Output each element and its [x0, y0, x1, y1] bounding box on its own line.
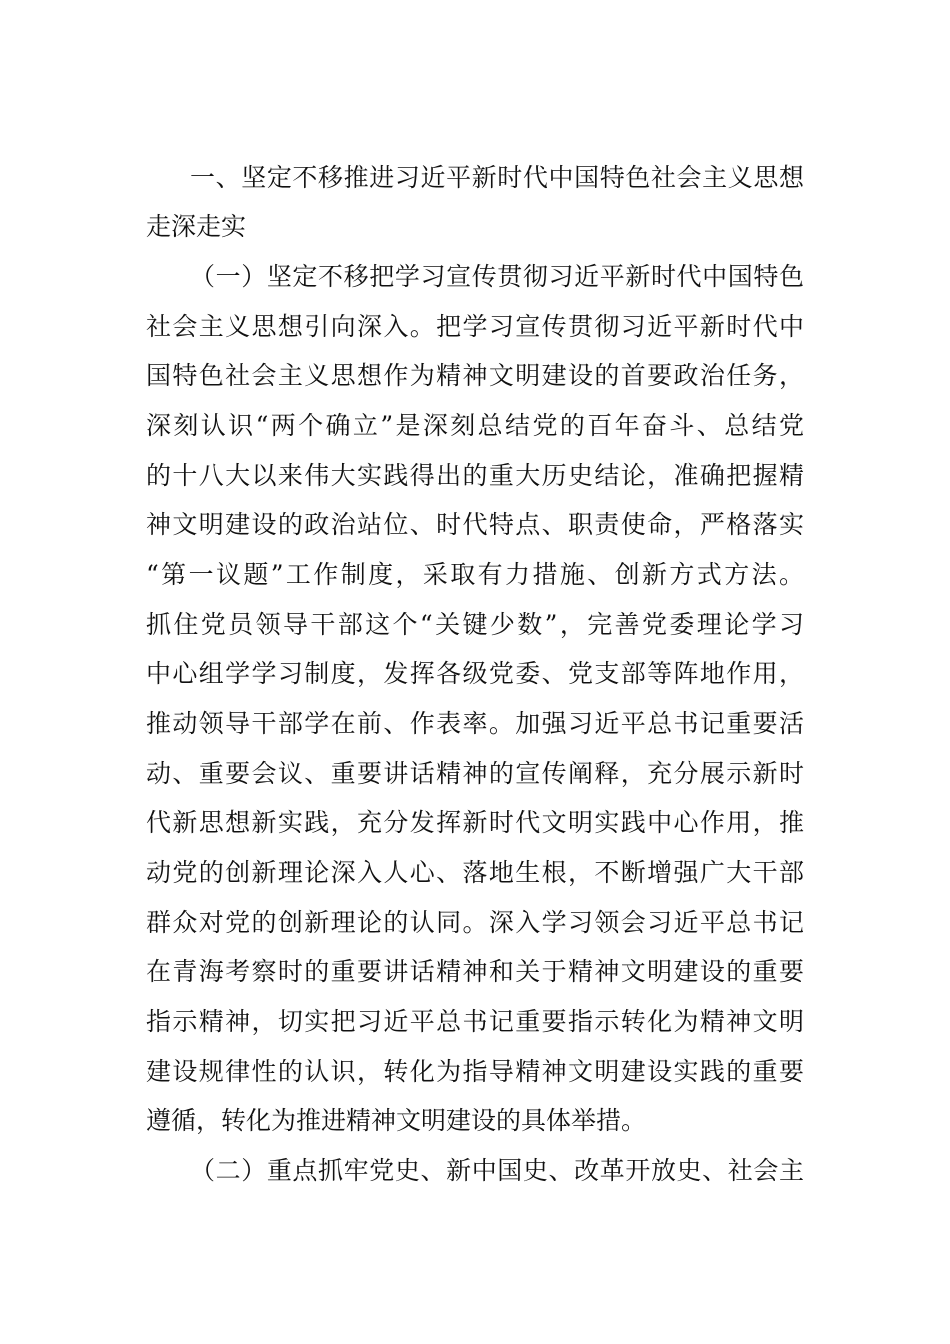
- heading-line-1: 一、坚定不移推进习近平新时代中国特色社会主义思想: [190, 163, 804, 192]
- paragraph-1-line: “第一议题”工作制度，采取有力措施、创新方式方法。: [146, 560, 804, 589]
- paragraph-1-line: 推动领导干部学在前、作表率。加强习近平总书记重要活: [146, 709, 804, 738]
- paragraph-1-line: 建设规律性的认识，转化为指导精神文明建设实践的重要: [146, 1057, 804, 1086]
- paragraph-1-line: 国特色社会主义思想作为精神文明建设的首要政治任务，: [146, 361, 804, 390]
- paragraph-1-line: 在青海考察时的重要讲话精神和关于精神文明建设的重要: [146, 957, 804, 986]
- paragraph-1-line: 动、重要会议、重要讲话精神的宣传阐释，充分展示新时: [146, 759, 804, 788]
- paragraph-2-line: （二）重点抓牢党史、新中国史、改革开放史、社会主: [190, 1156, 804, 1185]
- paragraph-1-line: 社会主义思想引向深入。把学习宣传贯彻习近平新时代中: [146, 312, 804, 341]
- paragraph-1-line: 的十八大以来伟大实践得出的重大历史结论，准确把握精: [146, 461, 804, 490]
- heading-line-2: 走深走实: [146, 212, 247, 241]
- paragraph-1-line: 指示精神，切实把习近平总书记重要指示转化为精神文明: [146, 1007, 804, 1036]
- paragraph-1-line: 代新思想新实践，充分发挥新时代文明实践中心作用，推: [146, 808, 804, 837]
- paragraph-1-line: 抓住党员领导干部这个“关键少数”，完善党委理论学习: [146, 610, 804, 639]
- paragraph-1-line: 神文明建设的政治站位、时代特点、职责使命，严格落实: [146, 510, 804, 539]
- paragraph-1-line: 深刻认识“两个确立”是深刻总结党的百年奋斗、总结党: [146, 411, 804, 440]
- paragraph-1-line: 群众对党的创新理论的认同。深入学习领会习近平总书记: [146, 908, 804, 937]
- paragraph-1-line: 动党的创新理论深入人心、落地生根，不断增强广大干部: [146, 858, 804, 887]
- paragraph-1-line: （一）坚定不移把学习宣传贯彻习近平新时代中国特色: [190, 262, 804, 291]
- paragraph-1-line: 中心组学学习制度，发挥各级党委、党支部等阵地作用，: [146, 659, 804, 688]
- paragraph-1-line-last: 遵循，转化为推进精神文明建设的具体举措。: [146, 1106, 647, 1135]
